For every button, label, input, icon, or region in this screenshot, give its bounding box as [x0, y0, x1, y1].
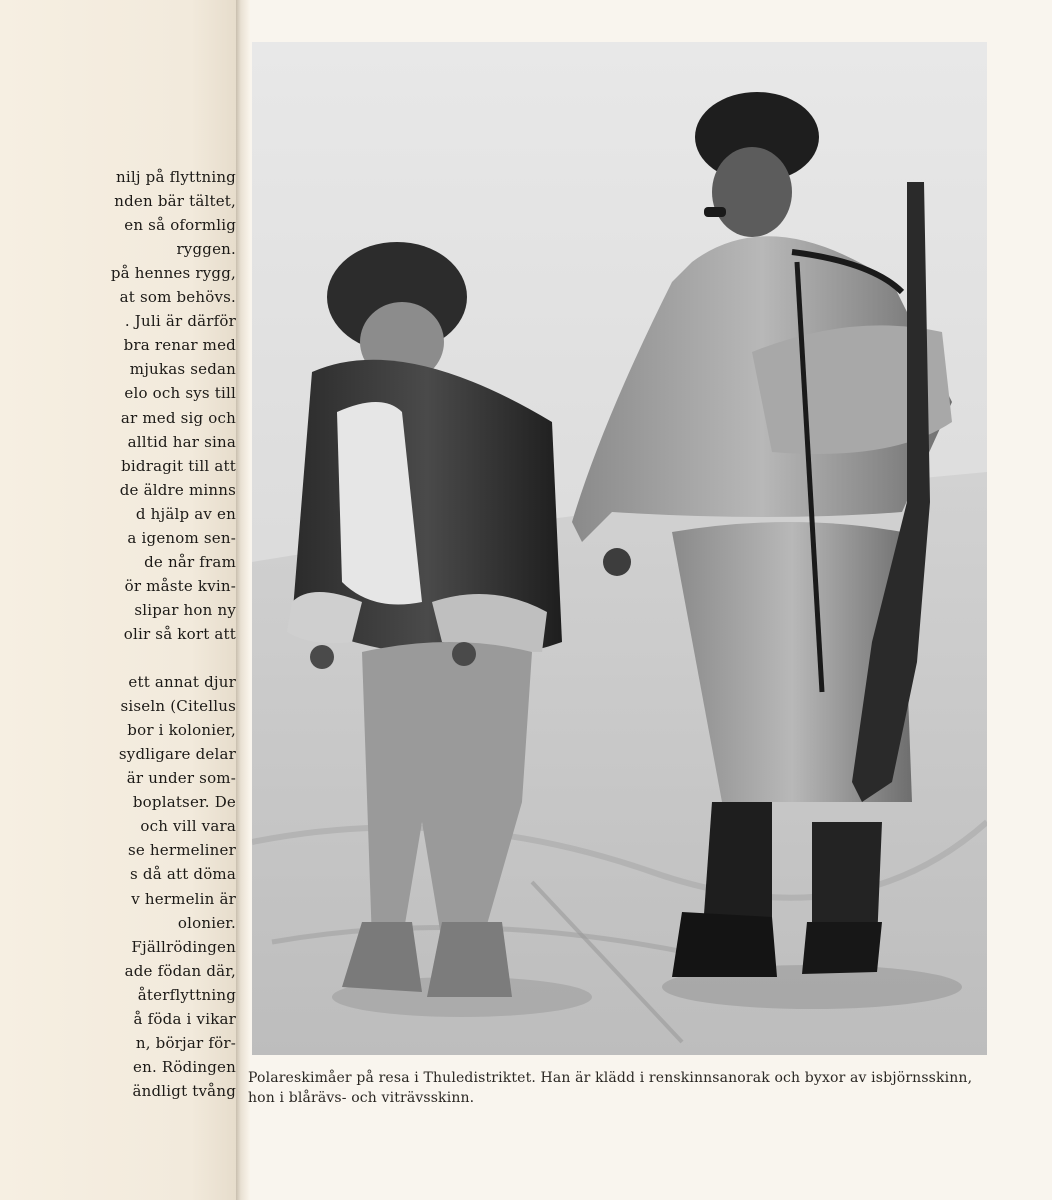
left-text-line: Fjällrödingen [131, 937, 236, 956]
left-text-line: är under som- [126, 769, 236, 788]
left-text-line: bor i kolonier, [127, 721, 236, 740]
caption-line-1: Polareskimåer på resa i Thuledistriktet. Han är klädd i renskinnsanorak och byxor av isbjörnsskinn, [248, 1070, 973, 1086]
left-text-line: ett annat djur [128, 673, 236, 692]
left-text-line: och vill vara [140, 817, 236, 836]
left-text-line: återflyttning [137, 985, 236, 1004]
left-text-line: n, börjar för- [135, 1033, 236, 1052]
left-text-line: olir så kort att [123, 624, 236, 643]
photograph [252, 42, 987, 1055]
left-text-line: slipar hon ny [134, 600, 236, 619]
left-text-line: a igenom sen- [127, 528, 236, 547]
left-text-line: på hennes rygg, [110, 264, 236, 283]
left-text-line: alltid har sina [127, 432, 236, 451]
left-text-line: sydligare delar [118, 745, 236, 764]
left-text-line: de äldre minns [119, 480, 236, 499]
left-text-line: ryggen. [176, 240, 236, 259]
left-text-line: bidragit till att [121, 456, 236, 475]
left-text-line: nden bär tältet, [114, 192, 236, 211]
left-text-line: å föda i vikar [133, 1009, 236, 1028]
left-text-line: . Juli är därför [124, 312, 236, 331]
photo-caption [248, 1068, 1008, 1108]
left-text-line: ändligt tvång [132, 1081, 236, 1100]
left-text-line: d hjälp av en [135, 504, 236, 523]
left-text-line: en så oformlig [124, 216, 236, 235]
left-text-line: ar med sig och [120, 408, 236, 427]
left-text-line: ör måste kvin- [124, 576, 236, 595]
left-text-line: mjukas sedan [129, 360, 236, 379]
left-page [0, 0, 238, 1200]
book-gutter [236, 0, 250, 1200]
left-text-line: boplatser. De [132, 793, 236, 812]
left-text-line: siseln (Citellus [120, 697, 236, 716]
left-text-line: v hermelin är [131, 889, 236, 908]
left-text-line: at som behövs. [119, 288, 236, 307]
left-text-line: nilj på flyttning [116, 168, 236, 186]
left-text-line: elo och sys till [124, 384, 236, 403]
caption-line-2: hon i blårävs- och viträvsskinn. [248, 1090, 475, 1106]
left-text-line: en. Rödingen [133, 1057, 236, 1076]
left-text-line: s då att döma [130, 865, 236, 884]
photo-illustration [252, 42, 987, 1055]
left-text-line: bra renar med [123, 336, 236, 355]
left-text-line: ade födan där, [124, 961, 236, 980]
left-text-line: olonier. [177, 913, 236, 932]
pipe [704, 207, 726, 217]
left-text-line: se hermeliner [127, 841, 236, 860]
left-text-line: de når fram [144, 552, 236, 571]
